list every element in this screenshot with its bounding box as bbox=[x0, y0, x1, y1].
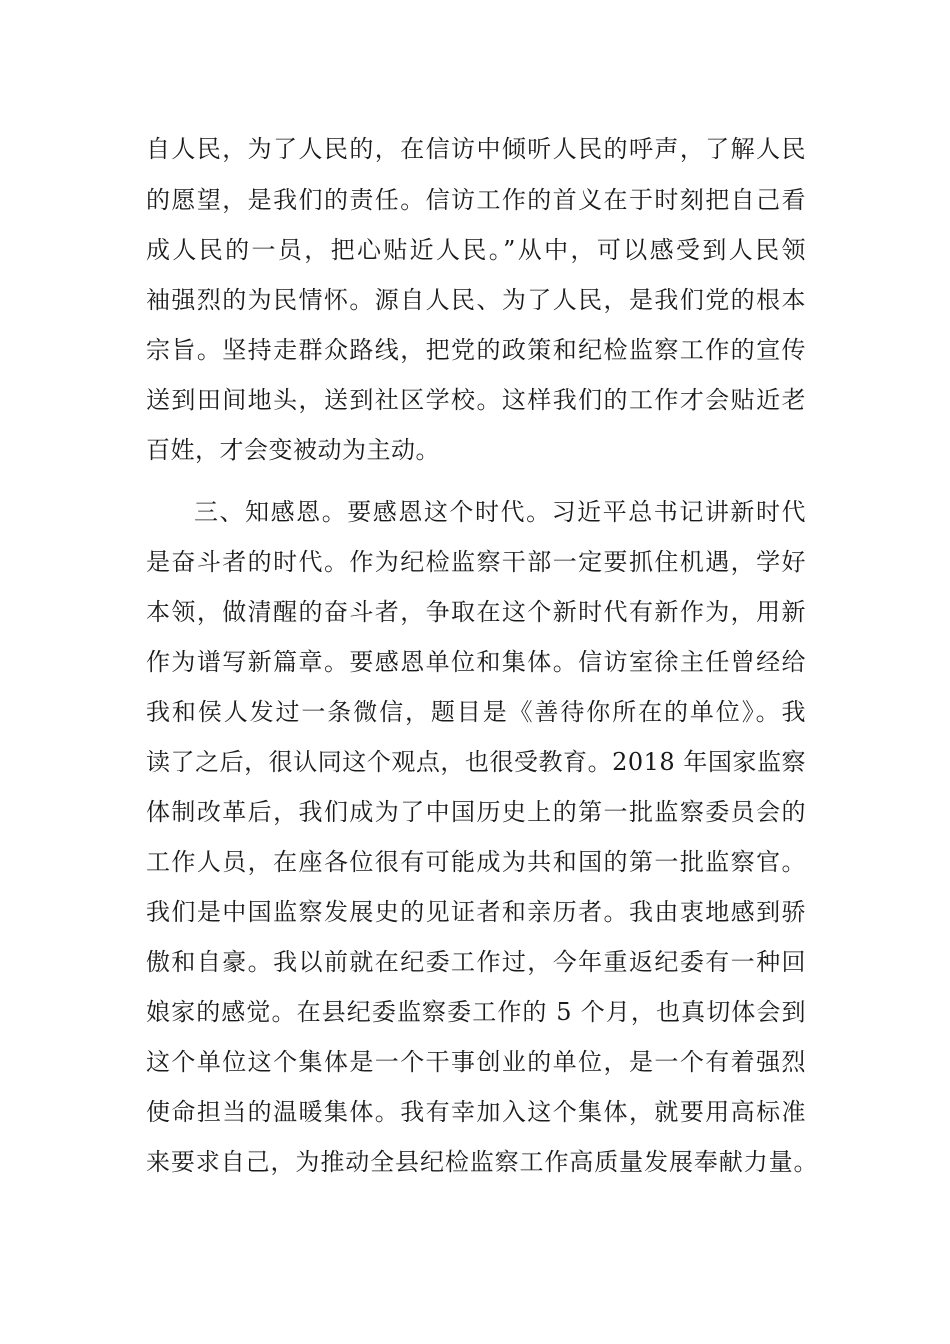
text-line: 我们是中国监察发展史的见证者和亲历者。我由衷地感到骄 bbox=[146, 898, 806, 926]
text-line: 这个单位这个集体是一个干事创业的单位，是一个有着强烈 bbox=[146, 1048, 806, 1076]
paragraph-heading-line: 三、知感恩。要感恩这个时代。习近平总书记讲新时代 bbox=[194, 498, 806, 526]
text-line: 宗旨。坚持走群众路线，把党的政策和纪检监察工作的宣传 bbox=[146, 336, 806, 364]
text-line: 体制改革后，我们成为了中国历史上的第一批监察委员会的 bbox=[146, 798, 806, 826]
text-line: 来要求自己，为推动全县纪检监察工作高质量发展奉献力量。 bbox=[146, 1148, 818, 1176]
text-line: 送到田间地头，送到社区学校。这样我们的工作才会贴近老 bbox=[146, 386, 806, 414]
text-line: 成人民的一员，把心贴近人民。”从中，可以感受到人民领 bbox=[146, 236, 806, 264]
text-line: 读了之后，很认同这个观点，也很受教育。2018 年国家监察 bbox=[146, 748, 806, 776]
text-line: 百姓，才会变被动为主动。 bbox=[146, 436, 440, 464]
text-line: 的愿望，是我们的责任。信访工作的首义在于时刻把自己看 bbox=[146, 186, 806, 214]
text-line: 是奋斗者的时代。作为纪检监察干部一定要抓住机遇，学好 bbox=[146, 548, 806, 576]
text-line: 本领，做清醒的奋斗者，争取在这个新时代有新作为，用新 bbox=[146, 598, 806, 626]
text-line: 娘家的感觉。在县纪委监察委工作的 5 个月，也真切体会到 bbox=[146, 998, 806, 1026]
text-line: 我和侯人发过一条微信，题目是《善待你所在的单位》。我 bbox=[146, 698, 806, 726]
text-line: 袖强烈的为民情怀。源自人民、为了人民，是我们党的根本 bbox=[146, 286, 806, 314]
text-line: 傲和自豪。我以前就在纪委工作过，今年重返纪委有一种回 bbox=[146, 948, 806, 976]
text-line: 作为谱写新篇章。要感恩单位和集体。信访室徐主任曾经给 bbox=[146, 648, 806, 676]
text-line: 自人民，为了人民的，在信访中倾听人民的呼声，了解人民 bbox=[146, 135, 806, 163]
text-line: 工作人员，在座各位很有可能成为共和国的第一批监察官。 bbox=[146, 848, 806, 876]
text-line: 使命担当的温暖集体。我有幸加入这个集体，就要用高标准 bbox=[146, 1098, 806, 1126]
